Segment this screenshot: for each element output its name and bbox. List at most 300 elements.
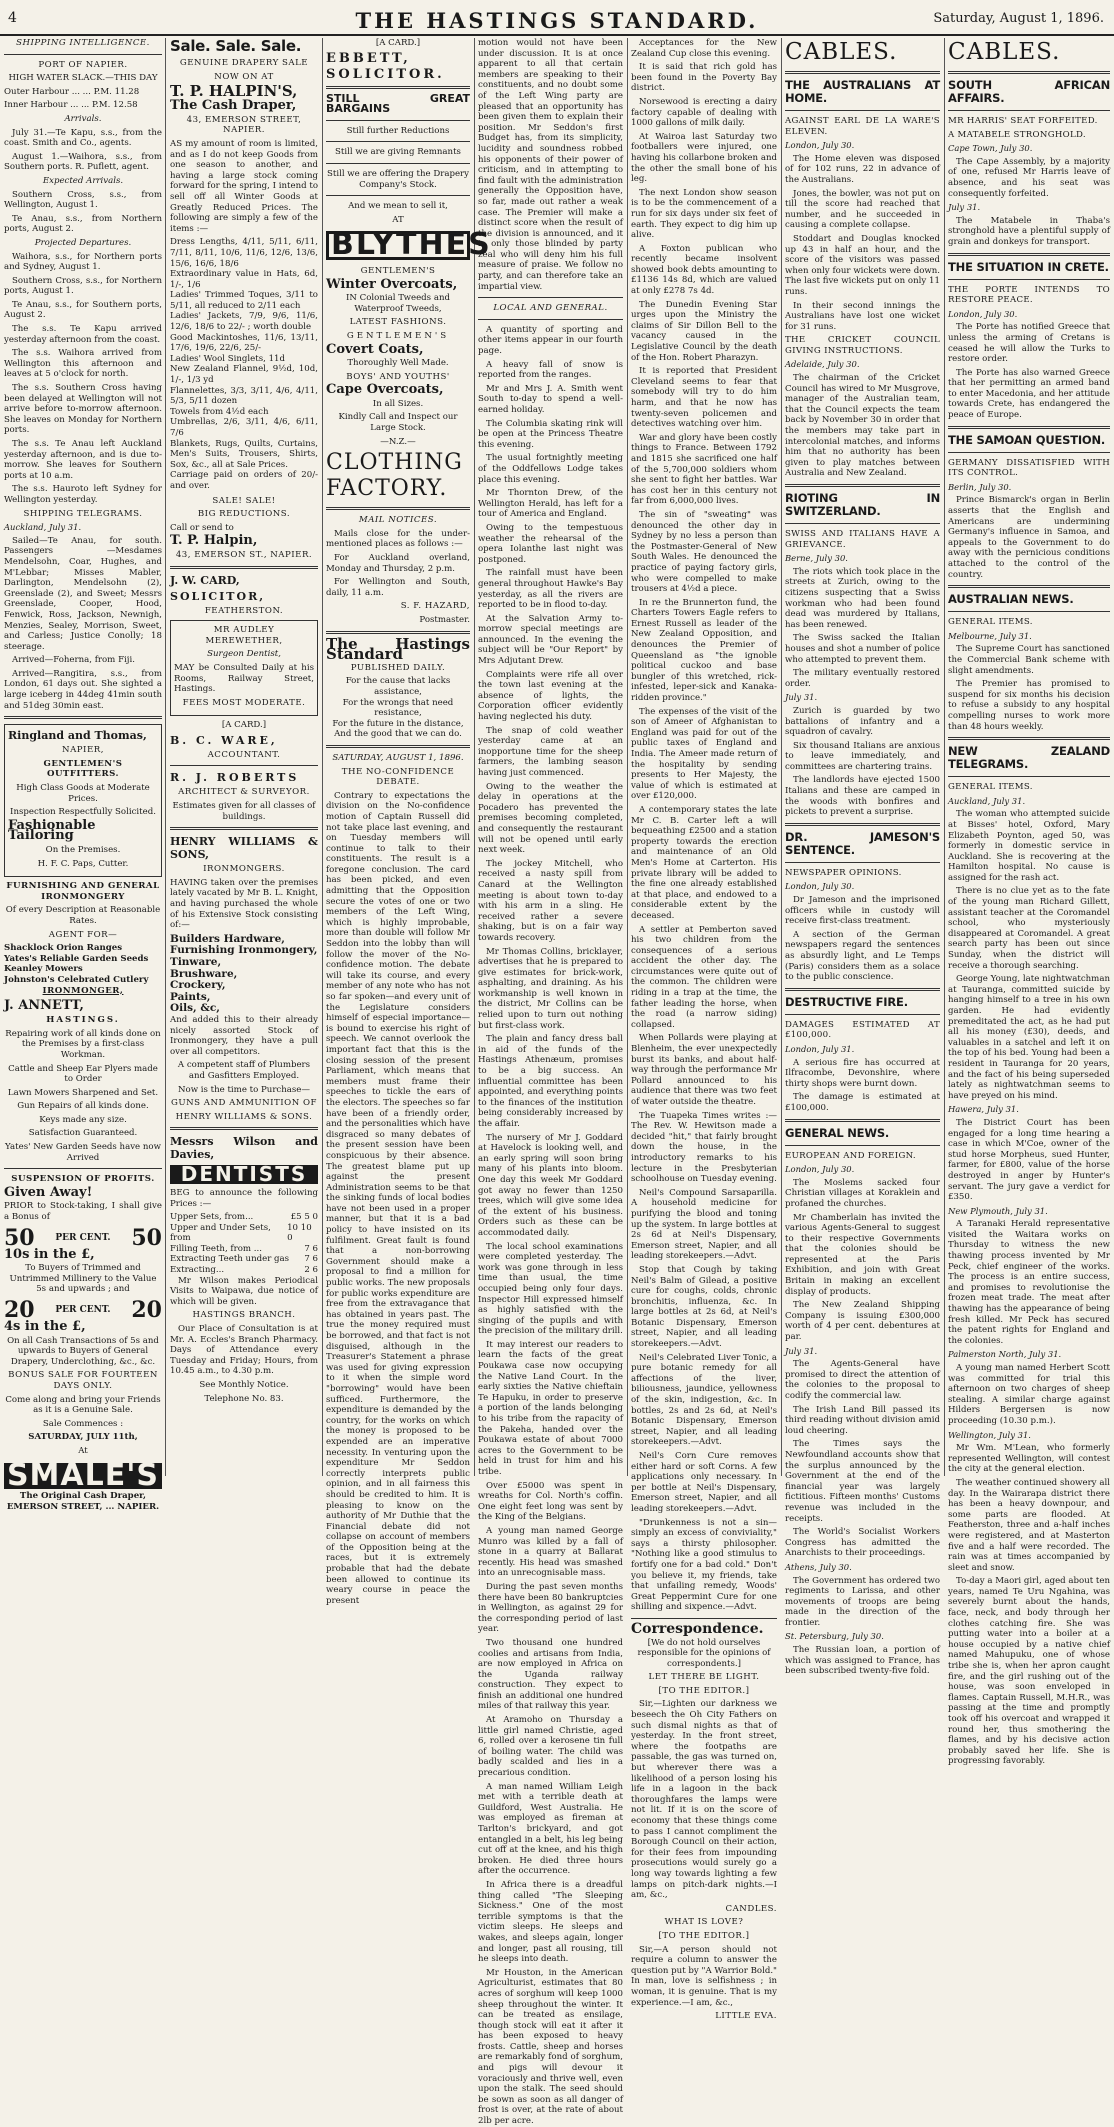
cable-text: A section of the German newspapers regard the sentences as absurdly light, and Le Temps (Paris) considers them as a solace to the public conscience. (785, 929, 940, 983)
cable-text: The Home eleven was disposed of for 102 runs, 22 in advance of the Australians. (785, 153, 940, 185)
dateline: St. Petersburg, July 30. (785, 1631, 884, 1642)
expected-item: Te Anau, s.s., from Northern ports, August 2. (4, 213, 162, 235)
column-rule (165, 38, 166, 1476)
local-item: The nursery of Mr J. Goddard at Havelock is looking well, and an early spring will soon bring many of his plants into bloom. One day this week Mr Goddard got away no fewer than 1250 trees, which will give some idea of the extent of his business. Orders such as these can be accommodated daily. (478, 1132, 623, 1238)
cables-heading: CABLES. (785, 39, 898, 65)
annett-line: Yates' New Garden Seeds have now Arrived (5, 1142, 161, 1163)
now-on: NOW ON AT (214, 71, 274, 82)
projected-item: Southern Cross, s.s., for Northern ports, August 1. (4, 275, 162, 297)
cable-text: Six thousand Italians are anxious to leave immediately, and committees are chartering trains. (785, 740, 940, 772)
projected-item: Te Anau, s.s., for Southern ports, August 2. (4, 299, 162, 321)
cable-text: The damage is estimated at £100,000. (785, 1092, 940, 1113)
cable-text: The woman who attempted suicide at Bisses' hotel, Oxford, Mary Elizabeth Poynton, aged 50, was formerly in domestic service in Auckland. She is recovering at the Hamilton hospital. No cause is assigned for the rash act. (948, 809, 1110, 883)
cable-text: The Moslems sacked four Christian villages at Koraklein and profaned the churches. (785, 1177, 940, 1209)
dateline: July 31. (948, 202, 981, 213)
halpin-body: AS my amount of room is limited, and as I do not keep Goods from one season to another, and having a large stock coming forward for the spring, I intend to sell off all Winter Goods at Greatly Reduced Prices. The following are simply a few of the items :— (170, 138, 318, 234)
covert-coats: Covert Coats, (326, 341, 424, 357)
cable-text: The Times says the Newfoundland accounts show that the surplus announced by the Government at the end of the financial year was largely fictitious. Fifteen months' Customs revenue was included in the receipts. (785, 1439, 940, 1524)
cable-text: The weather continued showery all day. In the Wairarapa district there has been a heavy downpour, and some parts are flooded. At Featherston, three and a-half inches were registered, and at Masterton five and a half were recorded. The rain was at times accompanied by sleet and snow. (948, 1477, 1110, 1573)
cable-text: The New Zealand Shipping Company is issuing £300,000 worth of 4 per cent. debentures at par. (785, 1300, 940, 1343)
agent-item: Keanley Mowers (4, 964, 83, 975)
column-7 (948, 38, 1110, 1767)
local-item: The rainfall must have been general throughout Hawke's Bay yesterday, as all the rivers are reported to be in flood to-day. (478, 568, 623, 611)
shipping-note: The s.s. Te Kapu arrived yesterday afternoon from the coast. (4, 324, 162, 345)
halpin-name: T. P. HALPIN'S, (170, 82, 298, 101)
local-item: Mr Houston, in the American Agriculturist, estimates that 80 acres of sorghum will keep 1000 sheep throughout the winter. It can be treated as ensilage, though stock will eat it after it has been exposed to heavy frosts. Cattle, sheep and horses are remarkably fond of sorghum, and pigs will devour it voraciously and thrive well, even upon the stalk. The seed should be sown as soon as all danger of frost is over, at the rate of about 2lb per acre. (478, 1967, 623, 2127)
dateline: Adelaide, July 30. (785, 359, 860, 370)
local-item: Owing to the tempestuous weather the rehearsal of the opera Iolanthe last night was postponed. (478, 522, 623, 565)
williams-item: Oils, &c, (170, 1002, 220, 1015)
agent-for: AGENT FOR— (48, 929, 118, 940)
section-heading: DR. JAMESON'S SENTENCE. (785, 829, 940, 857)
news-item: Acceptances for the New Zealand Cup close this evening. (631, 38, 777, 59)
letter-heading: WHAT IS LOVE? (664, 1917, 744, 1928)
ebbett-title: SOLICITOR. (326, 66, 445, 82)
mail-signature-2: Postmaster. (419, 615, 470, 625)
section-subhead: SWISS AND ITALIANS HAVE A GRIEVANCE. (785, 529, 940, 550)
sale-item: Good Mackintoshes, 11/6, 13/11, 17/6, 19/6, 22/6, 25/- (170, 332, 318, 354)
dateline: Melbourne, July 31. (948, 630, 1032, 641)
mail-heading: MAIL NOTICES. (358, 515, 438, 526)
price-row: Extracting... 2 6 (170, 1265, 318, 1276)
blythes-logo: BLYTHES (326, 231, 470, 260)
cable-text: To-day a Maori girl, aged about ten years, named Te Uru Ngahina, was severely burnt about the hands, face, neck, and body through her clothes catching fire. She was putting water into a boiler at a house occupied by a native chief named Mahupuku, one of whose tribe she is, when her apron caught fire, and the girl rushing out of the house, was soon enveloped in flames. Captain Russell, M.H.R., was passing at the time and promptly took off his overcoat and wrapped it round her, thus smothering the flames, and by his decisive action probably saved her life. She is progressing favorably. (948, 1576, 1110, 1767)
leader-continued: motion would not have been under discussion. It is at once apparent to all that certain members are speaking to their constituents, and no doubt some of the Left Wing party are pleased that an opportunity has been given them to explain their position. Mr Seddon's first Budget has, from its simplicity, lucidity and soundness robbed his opponents of their power of criticism, and in attempting to find fault with the administration generally the Opposition have, so far, made out rather a weak case. The Premier will make a distinct score when the result of the division is announced, and it is only those blinded by party zeal who will deny him his full measure of praise. We follow no party, and can therefore take an impartial view. (478, 38, 623, 292)
cable-text: In their second innings the Australians have lost one wicket for 31 runs. (785, 300, 940, 332)
sale-item: Ladies' Wool Singlets, 11d (170, 353, 286, 364)
dateline: Palmerston North, July 31. (948, 1349, 1062, 1360)
dentist-ad (170, 620, 318, 716)
local-item: The usual fortnightly meeting of the Oddfellows Lodge takes place this evening. (478, 453, 623, 485)
standard-nameplate: The Hastings Standard (326, 634, 470, 664)
winter-overcoats: Winter Overcoats, (326, 276, 458, 292)
section-heading: DESTRUCTIVE FIRE. (785, 994, 908, 1009)
ten-in-pound: 10s in the £, (4, 1246, 95, 1262)
leader-body: Contrary to expectations the division on the No-confidence motion of Captain Russell did not take place last evening, and on Tuesday members will continue to talk to their constituents. The result is a foregone conclusion. The card has been picked, and even admitting that the Opposition secure the votes of one or two members of the Left Wing, which is highly improbable, more than double will follow Mr Seddon into the lobby than will follow the mover of the No-confidence motion. The debate will take its course, and every member of any note who has not so far spoken—and every unit of the Legislature considers himself of especial importance—is bound to exercise his right of speech. We cannot overlook the important fact that this is the closing session of the present Parliament, which means that members must frame their speeches to tickle the ears of the electors. The speeches so far have been of a friendly order, and the personalities which have disgraced so many debates of the present session have been conspicuous by their absence. The greatest blame put up against the present Administration seems to be that the sinking funds of local bodies have not been used in a proper manner, but that it is a bad policy to have insisted on its fulfilment. Great fault is found that a non-borrowing Government should make a proposal to find a million for public works. The new proposals for public works expenditure are free from the extravagance that has obtained in years past. The true the money required must be borrowed, and that fact is not disguised, although in the Treasurer's Statement a phrase was used for giving expression to it when the simple word "borrowing" would have been sufficed. Furthermore, the expenditure is demanded by the country, for the works on which the money is proposed to be expended are an imperative necessity. In venturing upon the expenditure Mr Seddon correctly interprets public opinion, and in all fairness this should be credited to him. It is pleasing to know on the authority of Mr Duthie that the Financial debate did not collapse on account of members of the Opposition being at the races, but it is extremely probable that had the debate been allowed to continue its weary course in peace the present (326, 790, 470, 1606)
colonial-tweeds: IN Colonial Tweeds and Waterproof Tweeds, (346, 293, 450, 314)
shipping-note: The s.s. Waihora arrived from Wellington this afternoon and leaves at 5 o'clock for north. (4, 348, 162, 380)
cable-text: The Porte has notified Greece that unless the arming of Cretans is ceased he will allow the Turks to restore order. (948, 322, 1110, 365)
section-heading: AUSTRALIAN NEWS. (948, 592, 1074, 607)
section-subhead: THE CRICKET COUNCIL GIVING INSTRUCTIONS. (785, 335, 940, 356)
correspondence-heading: Correspondence. (631, 1620, 764, 1637)
motto-line: For the cause that lacks assistance, (345, 676, 451, 697)
dateline: Berlin, July 30. (948, 481, 1012, 492)
news-item: The expenses of the visit of the son of Ameer of Afghanistan to England was paid for out of the public taxes of England and India. The Ameer made return of the hospitality by sending presents to Her Majesty, the value of which is estimated at over £120,000. (631, 706, 777, 802)
twenty-percent: 20 PER CENT. 20 (4, 1297, 162, 1323)
dateline: July 31. (785, 692, 818, 703)
a-card: [A CARD.] (375, 38, 421, 48)
news-item: A Foxton publican who recently became insolvent showed book debts amounting to £1136 14s 8d, which are valued at only £278 7s 4d. (631, 243, 777, 297)
dateline: London, July 30. (785, 140, 855, 151)
dentist-body: MAY be Consulted Daily at his Rooms, Railway Street, Hastings. (174, 662, 314, 695)
cable-text: Mr Chamberlain has invited the various Agents-General to suggest to their respective Governments that the colonies should be represented at the Paris Exhibition, and join with Great Britain in making an excellent display of products. (785, 1212, 940, 1297)
column-1 (4, 38, 162, 1512)
leader-date: SATURDAY, AUGUST 1, 1896. (332, 752, 464, 763)
annett-line: Cattle and Sheep Ear Plyers made to Order (8, 1063, 158, 1085)
section-subhead: AGAINST EARL DE LA WARE'S ELEVEN. (785, 116, 940, 137)
to-editor: [TO THE EDITOR.] (658, 1685, 750, 1696)
telegram-item: Arrived—Foherna, from Fiji. (12, 655, 135, 666)
shipping-note: The s.s. Te Anau left Auckland yesterday afternoon, and is due to-morrow. She leaves for Southern ports at 10 a.m. (4, 439, 162, 481)
dentists-banner: DENTISTS (170, 1165, 318, 1184)
local-item: Two thousand one hundred coolies and artisans from India, are now employed in Africa on the Uganda railway construction. They expect to finish an additional one hundred miles of that railway this year. (478, 1637, 623, 1712)
section-heading: SOUTH AFRICAN AFFAIRS. (948, 78, 1110, 105)
ringland-town: NAPIER, (62, 745, 104, 756)
furnishing-heading: FURNISHING AND GENERAL IRONMONGERY (6, 881, 160, 902)
cable-text: The chairman of the Cricket Council has wired to Mr Musgrove, manager of the Australian team, that the Council expects the team back by November 30 in order that the members may take part in intercolonial matches, and informs him that no authority has been given to play matches between Australia and New Zealand. (785, 373, 940, 479)
wilson-branch: Our Place of Consultation is at Mr. A. Eccles's Branch Pharmacy. Days of Attendance every Tuesday and Friday; Hours, from 10.45 a.m., to 4.30 p.m. (170, 1324, 318, 1377)
price-row: Upper and Under Sets, from 10 10 0 (170, 1222, 312, 1244)
section-subhead: NEWSPAPER OPINIONS. (785, 867, 902, 878)
dateline: London, July 31. (785, 1043, 855, 1054)
sale-sale: SALE! SALE! (212, 495, 276, 506)
motto-line: And the good that we can do. (334, 729, 462, 740)
cable-text: Stoddart and Douglas knocked up 43 in half an hour, and the score of the visitors was passed when only four wickets were down. The last five wickets put on only 11 runs. (785, 233, 940, 297)
halpin-address-2: 43, EMERSON ST., NAPIER. (175, 549, 313, 560)
cable-text: The Government has ordered two regiments to Larissa, and other movements of troops are being made in the direction of the frontier. (785, 1575, 940, 1628)
local-item: Mr and Mrs J. A. Smith went South to-day to spend a well-earned holiday. (478, 383, 623, 415)
sale-item: Umbrellas, 2/6, 3/11, 4/6, 6/11, 7/6 (170, 417, 318, 438)
leader-heading: THE NO-CONFIDENCE DEBATE. (341, 766, 455, 788)
clothing-factory: CLOTHING FACTORY. (326, 450, 463, 502)
williams-guns: GUNS AND AMMUNITION OF (171, 1098, 317, 1109)
williams-item: Furnishing Ironmongery, (170, 944, 318, 957)
dateline: Hawera, July 31. (948, 1104, 1019, 1115)
ware-name: B. C. WARE, (170, 733, 278, 747)
local-item: A quantity of sporting and other items appear in our fourth page. (478, 324, 623, 357)
wilson-visits: Mr Wilson makes Periodical Visits to Waipawa, due notice of which will be given. (170, 1275, 318, 1307)
remnants: Still we are giving Remnants (335, 147, 461, 158)
local-item: During the past seven months there have been 80 bankruptcies in Wellington, as against 29 for the corresponding period of last year. (478, 1581, 623, 1635)
local-item: A young man named George Munro was killed by a fall of stone in a quarry at Ballarat recently. His head was smashed into an unrecognisable mass. (478, 1525, 623, 1579)
column-2 (170, 38, 318, 1476)
section-subhead: GENERAL ITEMS. (948, 617, 1033, 628)
news-item: A settler at Pemberton saved his two children from the consequences of a serious accident the other day. The circumstances were quite out of the common. The children were riding in a trap at the time, the father leading the horse, when the road (a narrow siding) collapsed. (631, 924, 777, 1030)
tide-heading: HIGH WATER SLACK.—THIS DAY (8, 73, 158, 84)
dateline: Auckland, July 31. (948, 795, 1026, 806)
advertorial: Neil's Celebrated Liver Tonic, a pure botanic remedy for all affections of the liver, biliousness, jaundice, yellowness of the skin, indigestion, &c. In bottles, 2s and 2s 6d, at Neil's Botanic Dispensary, Emerson street, Napier, and all leading storekeepers.—Advt. (631, 1352, 777, 1448)
expected-heading: Expected Arrivals. (42, 175, 124, 186)
local-item: At the Salvation Army to-morrow special meetings are announced. In the evening the subject will be "Our Report" by Mrs Adjutant Drew. (478, 613, 623, 667)
cable-text: The Premier has promised to suspend for six months his decision to refuse a subsidy to any hospital compelling nurses to work more than 48 hours weekly. (948, 679, 1110, 732)
tide-outer: Outer Harbour ... ... P.M. 11.28 (4, 86, 140, 97)
gents-heading-2: GENTLEMEN'S (346, 330, 450, 341)
cable-text: The Agents-General have promised to direct the attention of the colonies to the proposal to codify the commercial law. (785, 1359, 940, 1401)
telegram-item: Sailed—Te Anau, for south. Passengers —Mesdames Mendelsohn, Coar, Hughes, and M'Lebbar; Misses Mabler, Darlington, Mendelsohn (2), Greenslade (2), and Sweet; Messrs Greenslade, Cooper, Hood, Fenwick, Ross, Jackson, Newnigh, Menzies, Sealey, Morrison, Sweet, and Carless; Justice Conolly; 18 steerage. (4, 535, 162, 652)
sale-item: Blankets, Rugs, Quilts, Curtains, Men's Suits, Trousers, Shirts, Sox, &c., all at Sale Prices. (170, 438, 318, 470)
latest-fashions: LATEST FASHIONS. (349, 317, 447, 328)
news-item: Norsewood is erecting a dairy factory capable of dealing with 1000 gallons of milk daily. (631, 96, 777, 129)
news-item: The sin of "sweating" was denounced the other day in Sydney by no less a person than the Postmaster-General of New South Wales. He denounced the practice of paying factory girls, who were compelled to make trousers at 4½d a piece. (631, 509, 777, 595)
local-item: The snap of cold weather yesterday came at an inopportune time for the sheep farmers, the lambing season having just commenced. (478, 725, 623, 778)
advertorial: Neil's Compound Sarsaparilla. A household medicine for purifying the blood and toning up the system. In large bottles at 2s 6d at Neil's Dispensary, Emerson street, Napier, and all leading storekeepers.—Advt. (631, 1187, 777, 1262)
all-cash: On all Cash Transactions of 5s and upwards to Buyers of General Drapery, Underclothing, &c., &c. (7, 1335, 159, 1367)
local-item: A heavy fall of snow is reported from the ranges. (478, 359, 623, 381)
call-or-send: Call or send to (170, 522, 234, 533)
annett-line: Satisfaction Guaranteed. (28, 1128, 138, 1139)
local-item: Owing to the weather the delay in operations at the Pocadero has prevented the premises becoming completed, and consequently the restaurant will not be opened until early next week. (478, 781, 623, 856)
cables-heading: CABLES. (948, 39, 1061, 65)
sale-item: Ladies' Trimmed Toques, 3/11 to 5/11, all reduced to 2/11 each (170, 290, 318, 311)
tide-inner: Inner Harbour ... ... P.M. 12.58 (4, 100, 138, 111)
smales-logo: SMALE'S (4, 1463, 162, 1490)
roberts-body: Estimates given for all classes of buildings. (172, 801, 316, 822)
four-in-pound: 4s in the £, (4, 1319, 86, 1334)
news-item: At Wairoa last Saturday two footballers were injured, one having his collarbone broken and the other the small bone of his leg. (631, 131, 777, 185)
cable-text: The Cape Assembly, by a majority of one, refused Mr Harris leave of absence, and his seat was consequently forfeited. (948, 156, 1110, 199)
telegrams-heading: SHIPPING TELEGRAMS. (23, 508, 143, 519)
dentist-name: MR AUDLEY MEREWETHER, (205, 625, 283, 646)
advertorial: "Drunkenness is not a sin—simply an excess of conviviality," says a thirsty philosopher. "Nothing like a good stimulus to fortify one for a bad cold." Don't you believe it, my friends, take that unfailing remedy, Woods' Great Peppermint Cure for one shilling and sixpence.—Advt. (631, 1517, 777, 1613)
sale-item: Extraordinary value in Hats, 6d, 1/-, 1/6 (170, 269, 318, 290)
sale-item: Ladies' Jackets, 7/9, 9/6, 11/6, 12/6, 18/6 to 22/- ; worth double (170, 311, 318, 333)
smales-footer: The Original Cash Draper, EMERSON STREET, ... NAPIER. (6, 1491, 160, 1512)
dateline: London, July 30. (785, 1164, 855, 1175)
advertorial: Neil's Corn Cure removes either hard or soft Corns. A few applications only necessary. In per bottle at Neil's Dispensary, Emerson street, Napier, and all leading storekeepers.—Advt. (631, 1451, 777, 1514)
local-item: The Columbia skating rink will be open at the Princess Theatre this evening. (478, 418, 623, 450)
cable-text: George Young, late nightwatchman at Tauranga, committed suicide by hanging himself to a tree in his own garden. He had evidently premeditated the act, as he had put all his money (£30), deeds, and valuables in a satchel and left it on the top of his bed. Young had been a resident in Tauranga for 20 years, and the fact of his being superseded lately as nightwatchman seems to have preyed on his mind. (948, 974, 1110, 1101)
letter-heading: LET THERE BE LIGHT. (648, 1672, 760, 1683)
sale-item: Carriage paid on orders of 20/- and over. (170, 470, 318, 491)
cable-text: A Taranaki Herald representative visited the Waitara works on Thursday to witness the new thawing process invented by Mr Peck, chief engineer of the works. The process is an entire success, and promises to revolutionise the frozen meat trade. The meat after thawing has the appearance of being fresh killed. Mr Peck has secured the patent rights for England and the colonies. (948, 1219, 1110, 1346)
local-item: The local school examinations were completed yesterday. The work was gone through in less time than usual, the time occupied being only four days. Inspector Hill expressed himself as highly satisfied with the singing of the pupils and with the precision of the military drill. (478, 1241, 623, 1337)
sale-item: Dress Lengths, 4/11, 5/11, 6/11, 7/11, 8/11, 10/6, 11/6, 12/6, 13/6, 15/6, 16/6, 18/6 (170, 237, 318, 269)
cable-text: The Matabele in Thaba's stronghold have a plentiful supply of grain and donkeys for transport. (948, 215, 1110, 247)
williams-item: Brushware, (170, 967, 238, 980)
ringland-cutter: H. F. C. Paps, Cutter. (37, 858, 129, 869)
ringland-ad (4, 724, 162, 877)
telephone: Telephone No. 83. (204, 1393, 284, 1404)
further-reductions: Still further Reductions (346, 125, 450, 136)
mail-signature: S. F. HAZARD, (400, 601, 470, 612)
projected-heading: Projected Departures. (34, 237, 132, 248)
at-label: AT (392, 214, 404, 225)
sale-item: New Zealand Flannel, 9½d, 10d, 1/-, 1/3 yd (170, 364, 318, 386)
section-subhead: EUROPEAN AND FOREIGN. (785, 1150, 916, 1161)
mean-sell: And we mean to sell it, (348, 201, 448, 212)
news-item: In re the Brunnerton fund, the Charters Towers Eagle refers to Ernest Russell as leader of the New Zealand Opposition, and denounces the Premier of Queensland as "the ignoble political cuckoo and base bungler of this wretched, rick-infested, leper-sick and Kanaka-ridden province." (631, 597, 777, 704)
local-item: A man named William Leigh met with a terrible death at Guildford, West Australia. He was employed as fireman at Tarlton's brickyard, and got entangled in a belt, his leg being cut off at the knee, and his thigh broken. He died three hours after the occurrence. (478, 1781, 623, 1877)
section-heading: THE SITUATION IN CRETE. (948, 259, 1109, 274)
masthead (0, 0, 1114, 36)
roberts-name: R. J. ROBERTS (170, 771, 300, 785)
given-away: Given Away! (4, 1184, 93, 1200)
section-subhead: THE PORTE INTENDS TO RESTORE PEACE. (948, 284, 1110, 306)
letter-signature: LITTLE EVA. (715, 2011, 777, 2022)
agent-item: Johnston's Celebrated Cutlery (4, 974, 149, 985)
sale-commences: Sale Commences : (42, 1418, 124, 1429)
port-heading: PORT OF NAPIER. (38, 59, 128, 70)
card-title: SOLICITOR, (170, 589, 266, 603)
williams-now: Now is the time to Purchase— (178, 1084, 310, 1095)
fifty-percent: 50 PER CENT. 50 (4, 1224, 162, 1251)
dateline: New Plymouth, July 31. (948, 1205, 1048, 1216)
local-item: The jockey Mitchell, who received a nasty spill from Canard at the Wellington meeting is about town to-day with his arm in a sling. He received rather a severe shaking, but is on a fair way towards recovery. (478, 858, 623, 943)
cable-text: Zurich is guarded by two battalions of infantry and a squadron of cavalry. (785, 705, 940, 738)
news-item: It is reported that President Cleveland seems to fear that somebody will try to do him harm, and that he now has twenty-seven policemen and detectives watching over him. (631, 366, 777, 430)
cable-text: The District Court has been engaged for a long time hearing a case in which M'Coe, owner of the stud horse Morpheus, sued Hunter, farmer, for £800, value of the horse destroyed in anger by Hunter's servant. The jury gave a verdict for £350. (948, 1117, 1110, 1203)
projected-item: Waihora, s.s., for Northern ports and Sydney, August 1. (4, 251, 162, 273)
williams-body: HAVING taken over the premises lately vacated by Mr B. L. Knight, and having purchased the whole of his Extensive Stock consisting of:— (170, 877, 318, 931)
shipping-note: The s.s. Hauroto left Sydney for Wellington yesterday. (4, 484, 162, 505)
local-item: Mr Thomas Collins, bricklayer, advertises that he is prepared to give estimates for brick-work, asphalting, and draining. As his workmanship is well known in the district, Mr Collins can be relied upon to turn out nothing but first-class work. (478, 946, 623, 1031)
cable-text: Jones, the bowler, was not put on till the score had reached that number, and he succeeded in causing a complete collapse. (785, 188, 940, 231)
agent-item: Shacklock Orion Ranges (4, 943, 123, 954)
cape-overcoats: Cape Overcoats, (326, 382, 444, 398)
mail-body: Mails close for the under-mentioned places as follows :— (326, 528, 470, 550)
williams-title: IRONMONGERS. (203, 864, 285, 875)
cable-text: The landlords have ejected 1500 Italians and these are camped in the woods with bonfires and pickets to prevent a surprise. (785, 775, 940, 818)
ringland-line: Inspection Respectfully Solicited. (10, 807, 156, 818)
cable-text: Mr Wm. M'Lean, who formerly represented Wellington, will contest the city at the general election. (948, 1443, 1110, 1475)
issue-date: Saturday, August 1, 1896. (933, 11, 1104, 26)
section-subhead: GERMANY DISSATISFIED WITH ITS CONTROL. (948, 457, 1110, 479)
cable-text: Prince Bismarck's organ in Berlin asserts that the English and Americans are undermining Germany's influence in Samoa, and appeals to the Government to do away with the pernicious conditions attached to the control of the country. (948, 495, 1110, 580)
sale-item: Towels from 4½d each (170, 406, 269, 417)
dateline: Cape Town, July 30. (948, 143, 1033, 154)
cash-draper: The Cash Draper, (170, 98, 297, 114)
agent-item: Yates's Reliable Garden Seeds (4, 953, 149, 964)
section-heading: NEW ZEALAND TELEGRAMS. (948, 744, 1110, 772)
column-3 (326, 38, 492, 1606)
to-editor: [TO THE EDITOR.] (658, 1930, 750, 1941)
all-sizes: In all Sizes. (372, 398, 424, 409)
news-item: The next London show season is to be the commencement of a run for six days under six feet of earth. They expect to dig him up alive. (631, 187, 777, 241)
ringland-tailoring: Fashionable Tailoring (8, 817, 96, 844)
to-buyers: To Buyers of Trimmed and Untrimmed Millinery to the Value 5s and upwards ; and (9, 1263, 157, 1295)
paper-title: THE HASTINGS STANDARD. (355, 8, 759, 33)
section-heading: RIOTING IN SWITZERLAND. (785, 491, 940, 518)
motto-line: For the future in the distance, (332, 718, 464, 729)
cable-text: A young man named Herbert Scott was committed for trial this afternoon on two charges of sheep stealing. A similar charge against Hilders Bergersen is now proceeding (10.30 p.m.). (948, 1363, 1110, 1426)
dateline: London, July 30. (785, 881, 855, 892)
annett-line: Gun Repairs of all kinds done. (17, 1101, 149, 1112)
card-town: FEATHERSTON. (204, 605, 284, 616)
ringland-trade: GENTLEMEN'S OUTFITTERS. (43, 758, 123, 780)
letter-body: Sir,—Lighten our darkness we beseech the Oh City Fathers on such dismal nights as that of yesterday. In the front street, where the footpaths are passable, the gas was turned on, but wherever there was a likelihood of a person losing his life in a lagoon in the back thoroughfares the lamps were not lit. If it is on the score of economy that these things come to pass I cannot compliment the Borough Council on their action, for their fees from impounding prosecutions would surely go a long way towards lighting a few lamps on pitch-dark nights.—I am, &c., (631, 1699, 777, 1901)
sale-item: Flannelettes, 3/3, 3/11, 4/6, 4/11, 5/3, 5/11 dozen (170, 385, 318, 407)
column-6 (785, 38, 940, 1677)
card-name: J. W. CARD, (170, 573, 240, 587)
roberts-title: ARCHITECT & SURVEYOR. (178, 787, 310, 798)
shipping-note: The s.s. Southern Cross having been delayed at Wellington will not arrive before to-morrow afternoon. She leaves on Monday for Northern ports. (4, 383, 162, 436)
still-great: STILL GREAT BARGAINS (326, 91, 470, 116)
local-item: Over £5000 was spent in wreaths for Col. North's coffin. One eight feet long was sent by the King of the Belgians. (478, 1480, 623, 1523)
correspondence-disclaimer: [We do not hold ourselves responsible for the opinions of correspondents.] (637, 1637, 771, 1669)
cable-text: A serious fire has occurred at Ilfracombe, Devonshire, where thirty shops were burnt down. (785, 1057, 940, 1089)
williams-staff: A competent staff of Plumbers and Gasfitters Employed. (177, 1060, 311, 1081)
halpin-name-2: T. P. Halpin, (170, 533, 258, 549)
arrival-item: August 1.—Waihora, s.s., from Southern ports. R. Puflett, agent. (4, 151, 162, 173)
williams-item: Tinware, (170, 956, 222, 968)
column-4 (478, 38, 623, 2127)
annett-line: Keys made any size. (39, 1114, 127, 1125)
drapery-stock: Still we are offering the Drapery Company's Stock. (326, 168, 469, 190)
local-item: At Aramoho on Thursday a little girl named Christie, aged 6, rolled over a kerosene tin full of boiling water. The child was badly scalded and lies in a precarious condition. (478, 1715, 623, 1779)
annett-line: Lawn Mowers Sharpened and Set. (7, 1087, 159, 1098)
cable-text: There is no clue yet as to the fate of the young man Richard Gillett, assistant teacher at the Coromandel school, who mysteriously disappeared at Coromandel. A great search party has been out since Sunday, when the district will receive a thorough searching. (948, 886, 1110, 971)
column-rule (322, 38, 323, 1476)
well-made: Thoroughly Well Made. (347, 358, 449, 369)
dateline: July 31. (785, 1345, 818, 1356)
prior-text: PRIOR to Stock-taking, I shall give a Bonus of (4, 1201, 162, 1223)
telegram-item: Arrived—Rangitira, s.s., from London, 61 days out. She sighted a large iceberg in 44deg 41min south and 51deg 30min east. (4, 668, 162, 711)
local-item: Complaints were rife all over the town last evening at the absence of lights, the Corporation officer evidently having neglected his duty. (478, 669, 623, 723)
williams-item: Paints, (170, 990, 211, 1003)
ringland-name: Ringland and Thomas, (8, 729, 147, 743)
suspension-heading: SUSPENSION OF PROFITS. (11, 1174, 155, 1185)
column-rule (781, 38, 782, 1476)
annett-line: Repairing work of all kinds done on the Premises by a first-class Workman. (5, 1028, 161, 1060)
motto-line: For the wrongs that need resistance, (342, 697, 454, 719)
big-reductions: BIG REDUCTIONS. (197, 509, 291, 520)
boys-heading: BOYS' AND YOUTHS' (346, 371, 450, 382)
dateline: Wellington, July 31. (948, 1429, 1031, 1440)
letter-signature: CANDLES. (725, 1903, 777, 1914)
annett-name: J. ANNETT, (4, 998, 84, 1014)
local-item: It may interest our readers to learn the facts of the great Poukawa case now occupying the Native Land Court. In the early sixties the Native chieftain Te Hapuku, in order to preserve a portion of the lands belonging to his tribe from the rapacity of the Pakeha, handed over the Poukawa estate of about 7000 acres to the Government to be held in trust for him and his tribe. (478, 1339, 623, 1477)
dateline: Athens, July 30. (785, 1561, 852, 1572)
section-heading: GENERAL NEWS. (785, 1125, 890, 1140)
arrivals-heading: Arrivals. (64, 113, 102, 124)
williams-item: Crockery, (170, 979, 226, 992)
news-item: The Tuapeka Times writes :—The Rev. W. Hewitson made a decided "hit," that fairly brought down the house, in the introductory remarks to his lecture in the Presbyterian schoolhouse on Tuesday evening. (631, 1110, 777, 1185)
annett-hastings: HASTINGS. (46, 1015, 120, 1026)
wilson-body: BEG to announce the following Prices :— (170, 1187, 318, 1209)
ironmonger: IRONMONGER, (42, 985, 124, 996)
local-item: In Africa there is a dreadful thing called "The Sleeping Sickness." One of the most terrible symptoms is that the victim sleeps. He sleeps and wakes, and sleeps again, longer and longer, past all rousing, till he sleeps into death. (478, 1879, 623, 1965)
section-subhead: DAMAGES ESTIMATED AT £100,000. (785, 1019, 940, 1041)
local-item: Mr Thornton Drew, of the Wellington Herald, has left for a tour of America and England. (478, 488, 623, 520)
mail-auckland: For Auckland overland, Monday and Thursday, 2 p.m. (326, 553, 470, 574)
expected-item: Southern Cross, s.s., from Wellington, August 1. (4, 189, 162, 211)
gents-heading: GENTLEMEN'S (360, 265, 436, 276)
cable-text: The Irish Land Bill passed its third reading without division amid loud cheering. (785, 1404, 940, 1436)
letter-body: Sir,—A person should not require a column to answer the question put by "A Warrior Bold." In man, love is selfishness ; in woman, it is genuine. That is my experience.—I am, &c., (631, 1944, 777, 2008)
section-heading: THE AUSTRALIANS AT HOME. (785, 78, 940, 105)
news-item: War and glory have been costly things to France. Between 1792 and 1815 she sacrificed one half of the 5,700,000 soldiers whom she sent to fight her battles. War has cost her in this century not far from 6,000,000 lives. (631, 432, 777, 507)
price-row: Filling Teeth, from ... 7 6 (170, 1243, 318, 1254)
section-heading: THE SAMOAN QUESTION. (948, 432, 1106, 447)
williams-body-2: And added this to their already nicely assorted Stock of Ironmongery, they have a pull over all competitors. (170, 1014, 318, 1057)
dateline: Berne, July 30. (785, 553, 848, 564)
local-heading: LOCAL AND GENERAL. (493, 303, 608, 314)
cable-text: The Porte has also warned Greece that her permitting an armed band to enter Macedonia, and her attitude towards Crete, has endangered the peace of Europe. (948, 367, 1110, 421)
shipping-heading: SHIPPING INTELLIGENCE. (16, 38, 150, 48)
come-along: Come along and bring your Friends as it is a Genuine Sale. (5, 1394, 161, 1416)
column-rule (944, 38, 945, 1476)
news-item: A contemporary states the late Mr C. B. Carter left a will bequeathing £2500 and a station property towards the erection and maintenance of an Old Men's Home at Carterton. His private library will be added to the fine one already established at that place, and endowed to a considerable extent by the deceased. (631, 804, 777, 921)
a-card: [A CARD.] (221, 720, 267, 731)
williams-item: Builders Hardware, (170, 932, 285, 945)
dentist-fees: FEES MOST MODERATE. (182, 697, 306, 708)
nz-mark: —N.Z.— (380, 436, 416, 447)
sale-heading: Sale. Sale. Sale. (170, 37, 302, 55)
ebbett-name: EBBETT, (326, 50, 411, 66)
news-item: It is said that rich gold has been found in the Poverty Bay district. (631, 62, 777, 94)
section-subhead: A MATABELE STRONGHOLD. (948, 129, 1086, 140)
ware-title: ACCOUNTANT. (207, 749, 281, 760)
page-number: 4 (8, 10, 17, 26)
halpin-address: 43, EMERSON STREET, NAPIER. (186, 114, 302, 136)
dentist-title: Surgeon Dentist, (207, 649, 281, 660)
williams-signature: HENRY WILLIAMS & SONS. (175, 1111, 313, 1122)
cable-text: The World's Socialist Workers Congress has admitted the Anarchists to their proceedings. (785, 1527, 940, 1559)
cable-text: Dr Jameson and the imprisoned officers while in custody will receive first-class treatment. (785, 895, 940, 927)
price-row: Extracting Teeth under gas 7 6 (170, 1254, 318, 1265)
sale-date: SATURDAY, JULY 11th, (28, 1432, 138, 1443)
